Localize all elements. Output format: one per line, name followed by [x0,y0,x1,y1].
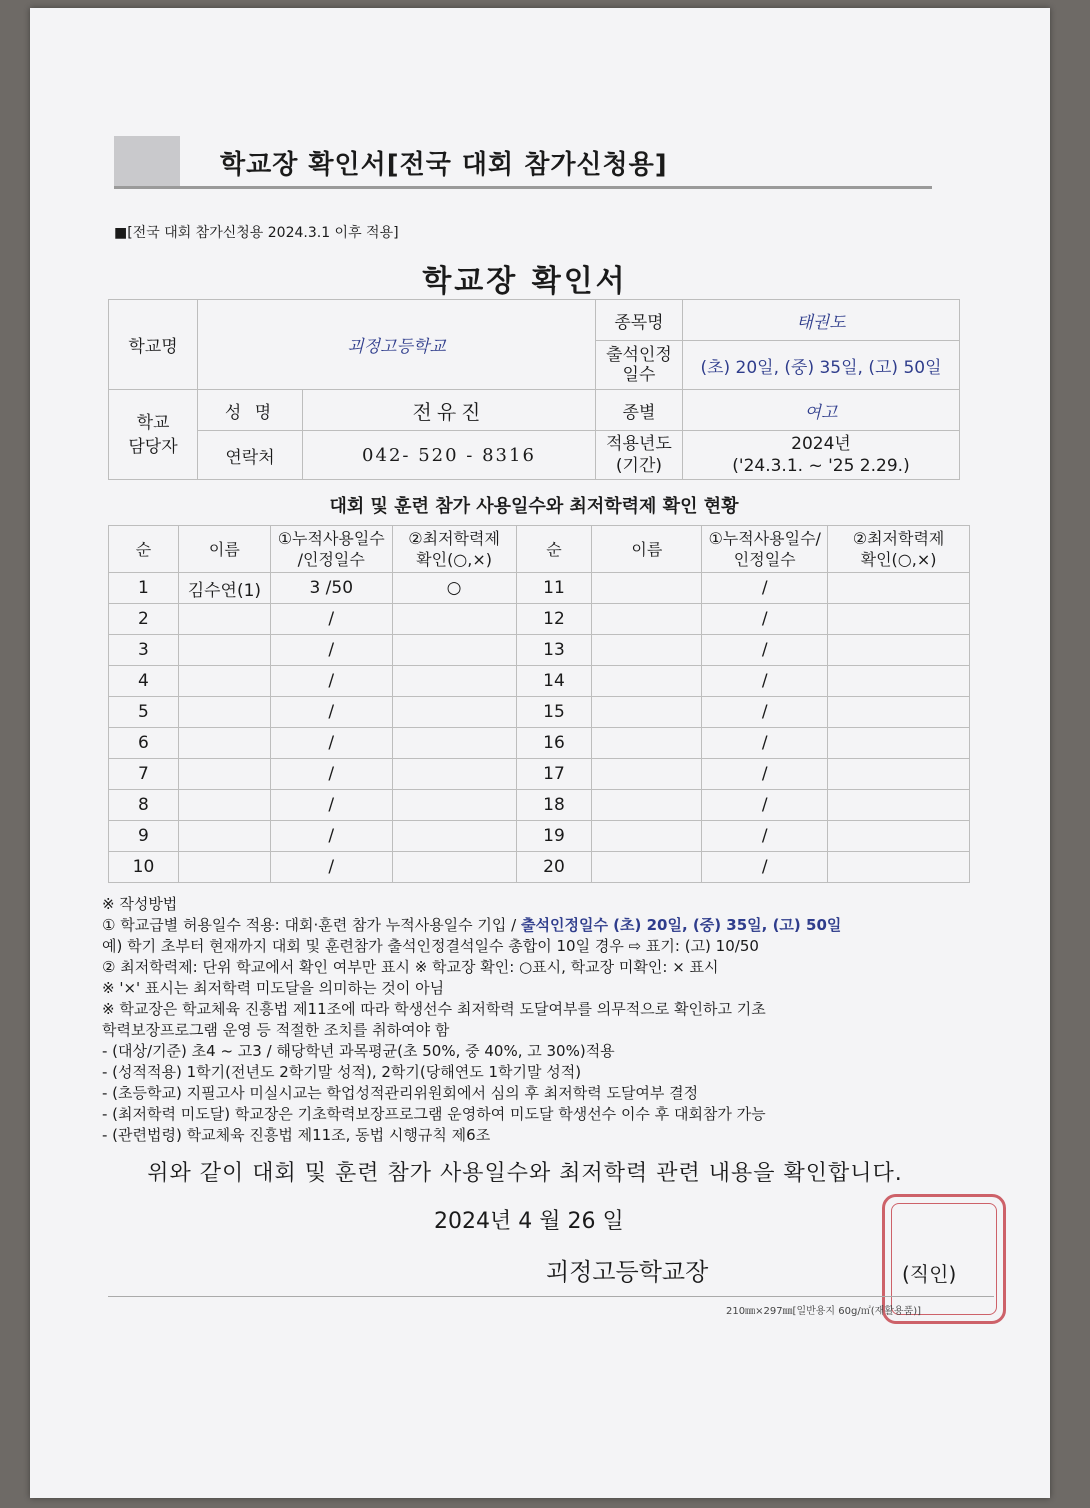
student-name [178,666,270,697]
note-4a: ※ 학교장은 학교체육 진흥법 제11조에 따라 학생선수 최저학력 도달여부를 의무적으로 확인하고 기초 [102,1000,766,1018]
student-name [178,821,270,852]
academic-check [392,635,516,666]
table-row [109,573,970,604]
phone-label: 연락처 [198,431,303,480]
info-table [108,299,960,480]
row-number: 2 [109,604,179,635]
attend-value: (초) 20일, (중) 35일, (고) 50일 [682,341,959,390]
student-name [178,728,270,759]
days-used: / [270,759,392,790]
academic-check [828,759,970,790]
row-number: 17 [516,759,592,790]
row-number: 16 [516,728,592,759]
detail-2: - (성적적용) 1학기(전년도 2학기말 성적), 2학기(당해연도 1학기말 성적) [102,1063,582,1081]
note-4b: 학력보장프로그램 운영 등 적절한 조치를 취하여야 함 [102,1021,450,1039]
days-used: / [702,759,828,790]
notes-heading: ※ 작성방법 [102,895,178,913]
table-row [109,821,970,852]
academic-check [392,821,516,852]
table-row [109,697,970,728]
detail-1: - (대상/기준) 초4 ~ 고3 / 해당학년 과목평균(초 50%, 중 40%, 고 30%)적용 [102,1042,615,1060]
note-2: ② 최저학력제: 단위 학교에서 확인 여부만 표시 ※ 학교장 확인: ○표시, 학교장 미확인: × 표시 [102,958,719,976]
school-value: 괴정고등학교 [198,300,596,390]
table-row [109,852,970,883]
header-check: ②최저학력제 확인(○,×) [392,526,516,573]
days-used: / [702,697,828,728]
days-used: / [702,821,828,852]
table-row [109,790,970,821]
header-days: ①누적사용일수 /인정일수 [270,526,392,573]
sport-label: 종목명 [595,300,682,341]
academic-check [828,697,970,728]
academic-check [828,573,970,604]
applicability-note: ■[전국 대회 참가신청용 2024.3.1 이후 적용] [114,225,399,241]
student-name [178,635,270,666]
student-name [178,790,270,821]
student-name [592,697,702,728]
row-number: 4 [109,666,179,697]
status-title: 대회 및 훈련 참가 사용일수와 최저학력제 확인 현황 [329,496,739,517]
days-used: / [270,635,392,666]
days-used: / [702,852,828,883]
row-number: 1 [109,573,179,604]
header-rule [114,186,932,189]
header-title: 학교장 확인서[전국 대회 참가신청용] [220,150,668,180]
student-name [592,759,702,790]
academic-check [828,790,970,821]
student-name [592,821,702,852]
row-number: 19 [516,821,592,852]
note-1-text: ① 학교급별 허용일수 적용: 대회·훈련 참가 누적사용일수 기입 / [102,916,521,934]
academic-check [828,852,970,883]
type-label: 종별 [595,390,682,431]
row-number: 13 [516,635,592,666]
row-number: 8 [109,790,179,821]
row-number: 14 [516,666,592,697]
days-used: / [270,790,392,821]
days-used: / [702,790,828,821]
days-used: / [270,697,392,728]
days-used: / [702,573,828,604]
days-used: / [270,852,392,883]
academic-check [392,759,516,790]
days-used: / [270,604,392,635]
contact-label: 학교 담당자 [109,390,198,480]
student-name [592,635,702,666]
academic-check [392,666,516,697]
row-number: 9 [109,821,179,852]
student-name [178,852,270,883]
table-row [109,728,970,759]
days-used: / [702,635,828,666]
note-1-example: 예) 학기 초부터 현재까지 대회 및 훈련참가 출석인정결석일수 총합이 10일 경우 ⇨ 표기: (고) 10/50 [102,937,759,955]
academic-check [392,697,516,728]
days-used: / [702,604,828,635]
table-row [109,666,970,697]
row-number: 20 [516,852,592,883]
academic-check [392,852,516,883]
detail-3: - (초등학교) 지필고사 미실시교는 학업성적관리위원회에서 심의 후 최저학력 도달여부 결정 [102,1084,699,1102]
table-row [109,635,970,666]
seal-label: (직인) [902,1262,957,1286]
student-name [178,604,270,635]
academic-check [828,728,970,759]
academic-check [828,666,970,697]
form-title: 학교장 확인서 [422,264,628,299]
student-name [592,573,702,604]
days-used: 3 /50 [270,573,392,604]
days-used: / [270,666,392,697]
row-number: 6 [109,728,179,759]
status-grid [108,525,970,883]
days-used: / [702,666,828,697]
student-name [592,604,702,635]
paper-spec: 210㎜×297㎜[일반용지 60g/㎡(재활용품)] [726,1306,922,1317]
days-used: / [270,821,392,852]
bottom-rule [108,1296,994,1297]
school-label: 학교명 [109,300,198,390]
principal-title: 괴정고등학교장 [546,1258,709,1286]
header-days: ①누적사용일수/ 인정일수 [702,526,828,573]
attend-label: 출석인정 일수 [595,341,682,390]
year-label: 적용년도 (기간) [595,431,682,480]
row-number: 3 [109,635,179,666]
academic-check [392,604,516,635]
student-name [592,666,702,697]
signature-date: 2024년 4 월 26 일 [434,1209,624,1234]
document-page [30,8,1050,1498]
phone-value: 042- 520 - 8316 [303,431,596,480]
grid-header-row [109,526,970,573]
instructions [102,894,1002,1146]
note-1-highlight: 출석인정일수 (초) 20일, (중) 35일, (고) 50일 [521,916,842,934]
days-used: / [702,728,828,759]
academic-check [828,635,970,666]
header-name: 이름 [178,526,270,573]
student-name [178,697,270,728]
note-3: ※ '×' 표시는 최저학력 미도달을 의미하는 것이 아님 [102,979,445,997]
row-number: 15 [516,697,592,728]
academic-check [392,728,516,759]
days-used: / [270,728,392,759]
row-number: 10 [109,852,179,883]
type-value: 여고 [682,390,959,431]
header-block [114,136,180,186]
row-number: 11 [516,573,592,604]
academic-check [392,790,516,821]
academic-check [828,821,970,852]
row-number: 18 [516,790,592,821]
row-number: 5 [109,697,179,728]
student-name [592,852,702,883]
academic-check: ○ [392,573,516,604]
header-no: 순 [516,526,592,573]
table-row [109,604,970,635]
row-number: 7 [109,759,179,790]
row-number: 12 [516,604,592,635]
header-no: 순 [109,526,179,573]
name-label: 성 명 [198,390,303,431]
student-name [592,790,702,821]
student-name [592,728,702,759]
student-name [178,759,270,790]
student-name: 김수연(1) [178,573,270,604]
detail-4: - (최저학력 미도달) 학교장은 기초학력보장프로그램 운영하여 미도달 학생선수 이수 후 대회참가 가능 [102,1105,766,1123]
header-check: ②최저학력제 확인(○,×) [828,526,970,573]
year-value: 2024년 ('24.3.1. ~ '25 2.29.) [682,431,959,480]
sport-value: 태권도 [682,300,959,341]
header-name: 이름 [592,526,702,573]
name-value: 전유진 [303,390,596,431]
table-row [109,759,970,790]
confirmation-text: 위와 같이 대회 및 훈련 참가 사용일수와 최저학력 관련 내용을 확인합니다. [147,1161,903,1186]
academic-check [828,604,970,635]
detail-5: - (관련법령) 학교체육 진흥법 제11조, 동법 시행규칙 제6조 [102,1126,491,1144]
note-1 [102,915,1002,936]
